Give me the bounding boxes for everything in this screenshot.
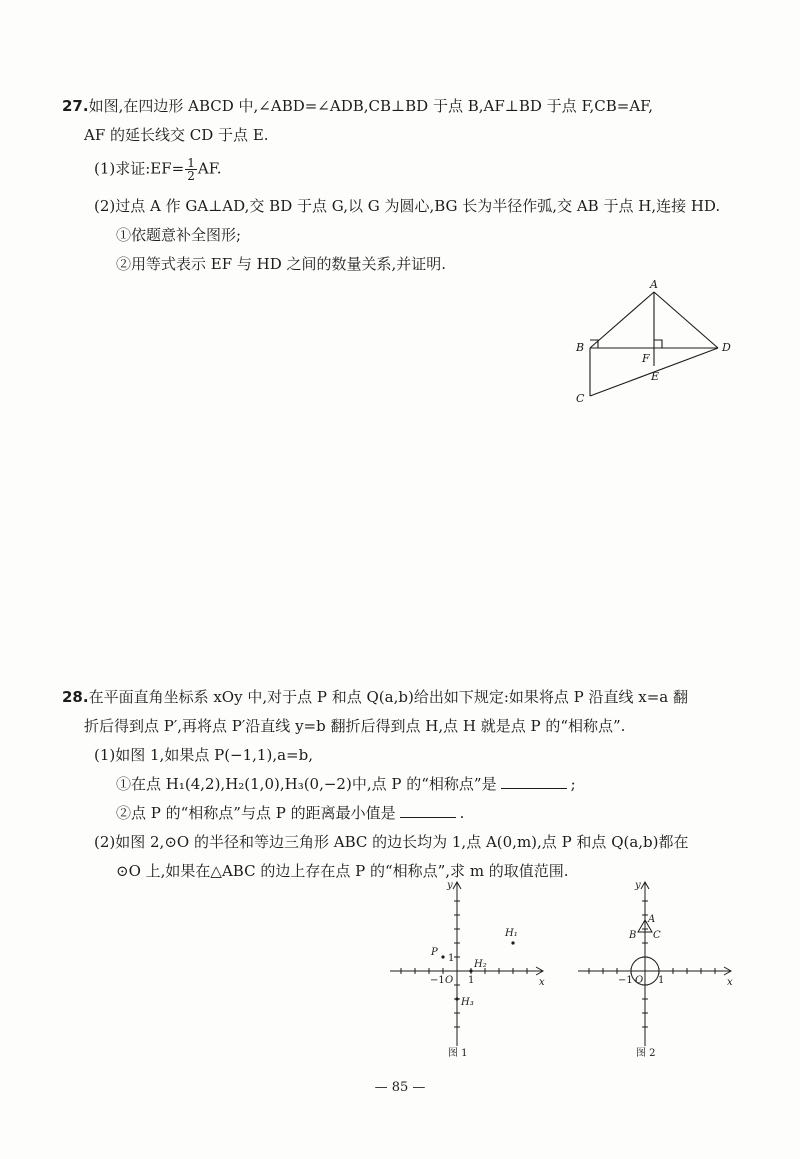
fig2-tick-pos1: 1 [658,975,665,986]
q28-part1-item1 [116,773,576,795]
fig1-point-label-1: H₁ [505,928,518,939]
q27-part2: (2)过点 A 作 GA⊥AD,交 BD 于点 G,以 G 为圆心,BG 长为半径作弧,交 AB 于点 H,连接 HD. [94,197,721,215]
q28-part2-line1: (2)如图 2,⊙O 的半径和等边三角形 ABC 的边长均为 1,点 A(0,m),点 P 和点 Q(a,b)都在 [94,833,689,851]
q27-part2-item1: ①依题意补全图形; [116,226,242,244]
q27-fraction [185,157,197,182]
q27-number: 27. [62,97,89,115]
fig1-x-label: x [539,977,545,988]
q28-stem-line2: 折后得到点 P′,再将点 P′沿直线 y=b 翻折后得到点 H,点 H 就是点 P 的“相称点”. [84,717,626,735]
fig1-tick-y1: 1 [448,953,455,964]
fig1-point-2 [469,969,472,972]
q27-part1-suffix: AF. [197,159,222,178]
segment-AD [654,292,718,348]
q27-stem-line2: AF 的延长线交 CD 于点 E. [84,126,269,144]
fig1-point-1 [511,941,514,944]
q27-part1-prefix: (1)求证:EF= [94,159,185,178]
q28-stem-text1: 在平面直角坐标系 xOy 中,对于点 P 和点 Q(a,b)给出如下规定:如果将点 P 沿直线 x=a 翻 [88,688,689,706]
q28-stem-line1 [62,686,688,708]
fig1-origin: O [445,975,454,986]
fig2-x-label: x [727,977,733,988]
fig2-tick-neg1: −1 [618,975,633,986]
label-F: F [642,352,650,365]
fig1-point-label-2: H₂ [474,959,487,970]
fig1-tick-pos1: 1 [468,975,475,986]
label-D: D [722,341,731,354]
q27-part2-item2: ②用等式表示 EF 与 HD 之间的数量关系,并证明. [116,255,447,273]
q27-fraction-den: 2 [187,169,195,183]
fig1-caption: 图 1 [448,1048,468,1059]
q27-figure [560,278,760,408]
q27-stem-text1: 如图,在四边形 ABCD 中,∠ABD=∠ADB,CB⊥BD 于点 B,AF⊥BD 于点 F,CB=AF, [88,97,654,115]
q28-part2-line2: ⊙O 上,如果在△ABC 的边上存在点 P 的“相称点”,求 m 的取值范围. [116,862,569,880]
answer-blank-2[interactable] [400,803,456,818]
q28-item2-end: . [459,804,465,822]
fig1-point-label-0: P [431,947,438,958]
q28-number: 28. [62,688,89,706]
label-A: A [650,278,658,291]
q28-part1: (1)如图 1,如果点 P(−1,1),a=b, [94,746,313,764]
fig1-tick-neg1: −1 [430,975,445,986]
q28-part1-item2 [116,802,464,824]
fig1-point-label-3: H₃ [461,997,474,1008]
right-angle-F [654,340,662,348]
page-number: — 85 — [374,1080,426,1095]
q27-stem-line1 [62,95,653,117]
q28-item2-text: ②点 P 的“相称点”与点 P 的距离最小值是 [116,804,396,822]
fig2-caption: 图 2 [636,1048,656,1059]
fig2-origin: O [635,975,644,986]
fig1-point-0 [441,955,444,958]
q27-fraction-num: 1 [187,156,195,170]
fig2-label-B: B [629,930,637,941]
q28-item1-text: ①在点 H₁(4,2),H₂(1,0),H₃(0,−2)中,点 P 的“相称点”是 [116,775,497,793]
label-E: E [651,370,660,383]
q28-item1-end: ; [570,775,576,793]
fig2-y-label: y [635,880,641,891]
label-B: B [576,341,585,354]
label-C: C [576,392,585,405]
segment-AB [590,292,654,348]
answer-blank-1[interactable] [501,774,567,789]
q28-figure-1 [385,876,550,1061]
fig2-label-C: C [653,930,661,941]
q28-figure-2 [573,876,738,1061]
fig1-y-label: y [447,880,453,891]
q27-part1 [94,157,222,182]
fig1-point-3 [455,997,458,1000]
fig2-label-A: A [648,914,656,925]
